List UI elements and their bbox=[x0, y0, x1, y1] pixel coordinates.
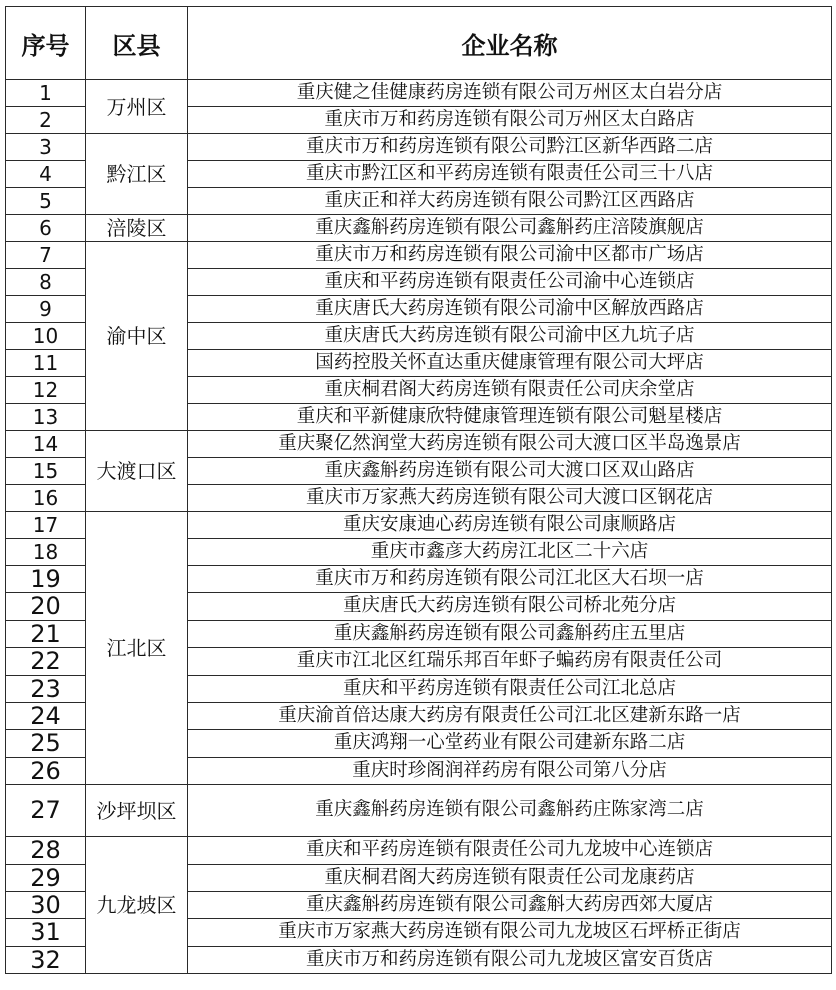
table-row bbox=[6, 242, 832, 269]
header-district: 区县 bbox=[86, 7, 188, 80]
table-row bbox=[6, 431, 832, 458]
row-number: 25 bbox=[6, 730, 86, 757]
row-number: 12 bbox=[6, 377, 86, 404]
company-name: 重庆鑫斛药房连锁有限公司鑫斛药庄陈家湾二店 bbox=[188, 785, 832, 837]
district-cell: 黔江区 bbox=[86, 134, 188, 215]
company-name: 重庆市黔江区和平药房连锁有限责任公司三十八店 bbox=[188, 161, 832, 188]
district-cell: 涪陵区 bbox=[86, 215, 188, 242]
row-number: 18 bbox=[6, 539, 86, 566]
row-number: 7 bbox=[6, 242, 86, 269]
company-name: 重庆市江北区红瑞乐邦百年虾子蝙药房有限责任公司 bbox=[188, 648, 832, 675]
row-number: 29 bbox=[6, 864, 86, 891]
company-name: 重庆鑫斛药房连锁有限公司鑫斛药庄五里店 bbox=[188, 620, 832, 647]
row-number: 28 bbox=[6, 837, 86, 864]
company-name: 重庆和平药房连锁有限责任公司九龙坡中心连锁店 bbox=[188, 837, 832, 864]
row-number: 8 bbox=[6, 269, 86, 296]
row-number: 2 bbox=[6, 107, 86, 134]
row-number: 26 bbox=[6, 757, 86, 784]
district-cell: 江北区 bbox=[86, 512, 188, 785]
company-name: 重庆市万家燕大药房连锁有限公司大渡口区钢花店 bbox=[188, 485, 832, 512]
row-number: 15 bbox=[6, 458, 86, 485]
row-number: 27 bbox=[6, 785, 86, 837]
company-name: 重庆市鑫彦大药房江北区二十六店 bbox=[188, 539, 832, 566]
table-row bbox=[6, 785, 832, 837]
row-number: 11 bbox=[6, 350, 86, 377]
row-number: 23 bbox=[6, 675, 86, 702]
row-number: 32 bbox=[6, 946, 86, 973]
district-cell: 大渡口区 bbox=[86, 431, 188, 512]
row-number: 19 bbox=[6, 566, 86, 593]
row-number: 31 bbox=[6, 919, 86, 946]
table-row bbox=[6, 80, 832, 107]
company-name: 重庆市万和药房连锁有限公司万州区太白路店 bbox=[188, 107, 832, 134]
row-number: 22 bbox=[6, 648, 86, 675]
table-row bbox=[6, 837, 832, 864]
district-cell: 沙坪坝区 bbox=[86, 785, 188, 837]
company-name: 重庆聚亿然润堂大药房连锁有限公司大渡口区半岛逸景店 bbox=[188, 431, 832, 458]
company-name: 重庆市万和药房连锁有限公司江北区大石坝一店 bbox=[188, 566, 832, 593]
header-company: 企业名称 bbox=[188, 7, 832, 80]
company-name: 重庆唐氏大药房连锁有限公司桥北苑分店 bbox=[188, 593, 832, 620]
company-name: 国药控股关怀直达重庆健康管理有限公司大坪店 bbox=[188, 350, 832, 377]
table-row bbox=[6, 512, 832, 539]
row-number: 6 bbox=[6, 215, 86, 242]
row-number: 10 bbox=[6, 323, 86, 350]
company-name: 重庆和平药房连锁有限责任公司渝中心连锁店 bbox=[188, 269, 832, 296]
row-number: 20 bbox=[6, 593, 86, 620]
company-name: 重庆鑫斛药房连锁有限公司鑫斛药庄涪陵旗舰店 bbox=[188, 215, 832, 242]
district-cell: 九龙坡区 bbox=[86, 837, 188, 974]
district-cell: 万州区 bbox=[86, 80, 188, 134]
company-name: 重庆和平新健康欣特健康管理连锁有限公司魁星楼店 bbox=[188, 404, 832, 431]
row-number: 17 bbox=[6, 512, 86, 539]
header-no: 序号 bbox=[6, 7, 86, 80]
row-number: 24 bbox=[6, 702, 86, 729]
table-body bbox=[6, 80, 832, 974]
company-name: 重庆鑫斛药房连锁有限公司鑫斛大药房西郊大厦店 bbox=[188, 891, 832, 918]
company-name: 重庆唐氏大药房连锁有限公司渝中区九坑子店 bbox=[188, 323, 832, 350]
company-name: 重庆市万家燕大药房连锁有限公司九龙坡区石坪桥正街店 bbox=[188, 919, 832, 946]
pharmacy-table bbox=[5, 6, 832, 974]
row-number: 30 bbox=[6, 891, 86, 918]
company-name: 重庆正和祥大药房连锁有限公司黔江区西路店 bbox=[188, 188, 832, 215]
company-name: 重庆市万和药房连锁有限公司九龙坡区富安百货店 bbox=[188, 946, 832, 973]
company-name: 重庆安康迪心药房连锁有限公司康顺路店 bbox=[188, 512, 832, 539]
company-name: 重庆市万和药房连锁有限公司渝中区都市广场店 bbox=[188, 242, 832, 269]
company-name: 重庆桐君阁大药房连锁有限责任公司龙康药店 bbox=[188, 864, 832, 891]
company-name: 重庆和平药房连锁有限责任公司江北总店 bbox=[188, 675, 832, 702]
table-row bbox=[6, 215, 832, 242]
header-row bbox=[6, 7, 832, 80]
company-name: 重庆健之佳健康药房连锁有限公司万州区太白岩分店 bbox=[188, 80, 832, 107]
company-name: 重庆鑫斛药房连锁有限公司大渡口区双山路店 bbox=[188, 458, 832, 485]
row-number: 16 bbox=[6, 485, 86, 512]
company-name: 重庆鸿翔一心堂药业有限公司建新东路二店 bbox=[188, 730, 832, 757]
row-number: 4 bbox=[6, 161, 86, 188]
company-name: 重庆唐氏大药房连锁有限公司渝中区解放西路店 bbox=[188, 296, 832, 323]
table-row bbox=[6, 134, 832, 161]
company-name: 重庆桐君阁大药房连锁有限责任公司庆余堂店 bbox=[188, 377, 832, 404]
row-number: 9 bbox=[6, 296, 86, 323]
row-number: 13 bbox=[6, 404, 86, 431]
district-cell: 渝中区 bbox=[86, 242, 188, 431]
row-number: 14 bbox=[6, 431, 86, 458]
row-number: 21 bbox=[6, 620, 86, 647]
company-name: 重庆市万和药房连锁有限公司黔江区新华西路二店 bbox=[188, 134, 832, 161]
row-number: 3 bbox=[6, 134, 86, 161]
company-name: 重庆时珍阁润祥药房有限公司第八分店 bbox=[188, 757, 832, 784]
company-name: 重庆渝首倍达康大药房有限责任公司江北区建新东路一店 bbox=[188, 702, 832, 729]
row-number: 5 bbox=[6, 188, 86, 215]
row-number: 1 bbox=[6, 80, 86, 107]
